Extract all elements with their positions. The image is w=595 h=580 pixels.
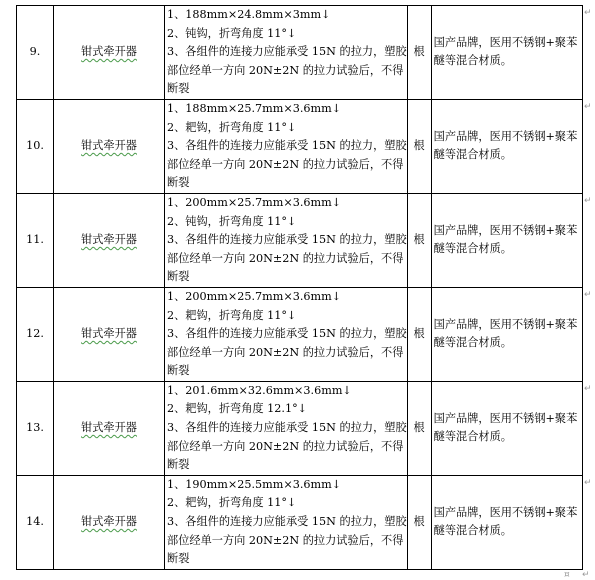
brand-material-text: 国产品牌，医用不锈钢+聚苯醚等混合材质。 xyxy=(433,411,578,444)
unit-label: 根 xyxy=(413,139,425,153)
unit-label: 根 xyxy=(413,45,425,59)
product-name-cell[interactable] xyxy=(54,6,165,100)
unit-cell[interactable] xyxy=(407,6,431,100)
cell-end-mark: ¤ xyxy=(564,570,570,580)
spec-line: 2、耙钩，折弯角度 11°↓ xyxy=(167,120,297,134)
spec-line: 1、190mm×25.5mm×3.6mm↓ xyxy=(167,477,342,491)
row-end-mark: ↵ xyxy=(584,478,592,488)
row-number-cell[interactable] xyxy=(17,381,54,475)
row-number-cell[interactable] xyxy=(17,6,54,100)
unit-cell[interactable] xyxy=(407,381,431,475)
product-name: 钳式牵开器 xyxy=(81,421,137,435)
product-name: 钳式牵开器 xyxy=(81,139,137,153)
unit-cell[interactable] xyxy=(407,99,431,193)
product-name-cell[interactable] xyxy=(54,475,165,569)
row-number-cell[interactable] xyxy=(17,99,54,193)
product-name-cell[interactable] xyxy=(54,193,165,287)
spec-line: 断裂 xyxy=(167,176,190,190)
spec-line: 3、各组件的连接力应能承受 15N 的拉力，塑胶 xyxy=(167,45,407,59)
product-name-cell[interactable] xyxy=(54,381,165,475)
brand-material-text: 国产品牌，医用不锈钢+聚苯醚等混合材质。 xyxy=(433,317,578,350)
spec-line: 部位经单一方向 20N±2N 的拉力试验后，不得 xyxy=(167,439,404,453)
brand-material-cell[interactable] xyxy=(431,6,582,100)
row-number: 14. xyxy=(26,515,44,529)
spec-line: 2、耙钩，折弯角度 12.1°↓ xyxy=(167,402,308,416)
spec-line: 1、188mm×24.8mm×3mm↓ xyxy=(167,8,331,21)
product-name: 钳式牵开器 xyxy=(81,233,137,247)
row-number: 13. xyxy=(26,421,44,435)
row-end-mark: ↵ xyxy=(584,384,592,394)
product-name-cell[interactable] xyxy=(54,287,165,381)
spec-line: 1、188mm×25.7mm×3.6mm↓ xyxy=(167,101,342,115)
brand-material-text: 国产品牌，医用不锈钢+聚苯醚等混合材质。 xyxy=(433,35,578,68)
spec-line: 1、201.6mm×32.6mm×3.6mm↓ xyxy=(167,383,352,397)
brand-material-cell[interactable] xyxy=(431,381,582,475)
spec-line: 断裂 xyxy=(167,552,190,566)
table-row xyxy=(17,287,583,381)
spec-line: 3、各组件的连接力应能承受 15N 的拉力，塑胶 xyxy=(167,233,407,247)
product-name: 钳式牵开器 xyxy=(81,45,137,59)
spec-line: 断裂 xyxy=(167,364,190,378)
spec-line: 1、200mm×25.7mm×3.6mm↓ xyxy=(167,195,342,209)
spec-line: 断裂 xyxy=(167,458,190,472)
specification-cell[interactable] xyxy=(165,193,408,287)
spec-line: 2、耙钩，折弯角度 11°↓ xyxy=(167,308,297,322)
row-end-mark: ↵ xyxy=(584,290,592,300)
table-body xyxy=(17,6,583,570)
table-row xyxy=(17,381,583,475)
row-number-cell[interactable] xyxy=(17,475,54,569)
spec-line: 3、各组件的连接力应能承受 15N 的拉力，塑胶 xyxy=(167,327,407,341)
specification-cell[interactable] xyxy=(165,287,408,381)
unit-label: 根 xyxy=(413,515,425,529)
unit-label: 根 xyxy=(413,327,425,341)
brand-material-text: 国产品牌，医用不锈钢+聚苯醚等混合材质。 xyxy=(433,505,578,538)
product-name: 钳式牵开器 xyxy=(81,515,137,529)
unit-cell[interactable] xyxy=(407,475,431,569)
spec-line: 1、200mm×25.7mm×3.6mm↓ xyxy=(167,289,342,303)
specification-cell[interactable] xyxy=(165,475,408,569)
unit-label: 根 xyxy=(413,233,425,247)
product-spec-table xyxy=(16,5,583,570)
product-name-cell[interactable] xyxy=(54,99,165,193)
spec-line: 2、钝钩，折弯角度 11°↓ xyxy=(167,214,297,228)
specification-cell[interactable] xyxy=(165,6,408,100)
row-number: 9. xyxy=(29,45,41,59)
unit-cell[interactable] xyxy=(407,193,431,287)
spec-line: 部位经单一方向 20N±2N 的拉力试验后，不得 xyxy=(167,157,404,171)
brand-material-cell[interactable] xyxy=(431,99,582,193)
row-number: 11. xyxy=(26,233,44,247)
table-row xyxy=(17,475,583,569)
spec-line: 2、钝钩，折弯角度 11°↓ xyxy=(167,26,297,40)
row-number-cell[interactable] xyxy=(17,287,54,381)
paragraph-mark: ↵ xyxy=(582,570,590,580)
spec-line: 3、各组件的连接力应能承受 15N 的拉力，塑胶 xyxy=(167,421,407,435)
brand-material-cell[interactable] xyxy=(431,287,582,381)
specification-cell[interactable] xyxy=(165,99,408,193)
spec-line: 3、各组件的连接力应能承受 15N 的拉力，塑胶 xyxy=(167,515,407,529)
row-number-cell[interactable] xyxy=(17,193,54,287)
spec-line: 部位经单一方向 20N±2N 的拉力试验后，不得 xyxy=(167,63,404,77)
spec-line: 部位经单一方向 20N±2N 的拉力试验后，不得 xyxy=(167,533,404,547)
spec-line: 2、耙钩，折弯角度 11°↓ xyxy=(167,496,297,510)
spec-line: 部位经单一方向 20N±2N 的拉力试验后，不得 xyxy=(167,251,404,265)
brand-material-cell[interactable] xyxy=(431,193,582,287)
spec-line: 断裂 xyxy=(167,270,190,284)
row-end-mark: ↵ xyxy=(584,196,592,206)
unit-label: 根 xyxy=(413,421,425,435)
brand-material-text: 国产品牌，医用不锈钢+聚苯醚等混合材质。 xyxy=(433,129,578,162)
table-row xyxy=(17,193,583,287)
product-name: 钳式牵开器 xyxy=(81,327,137,341)
spec-line: 断裂 xyxy=(167,82,190,96)
table-row xyxy=(17,6,583,100)
spec-line: 部位经单一方向 20N±2N 的拉力试验后，不得 xyxy=(167,345,404,359)
row-end-mark: ↵ xyxy=(584,102,592,112)
brand-material-cell[interactable] xyxy=(431,475,582,569)
row-number: 12. xyxy=(26,327,44,341)
unit-cell[interactable] xyxy=(407,287,431,381)
specification-cell[interactable] xyxy=(165,381,408,475)
row-number: 10. xyxy=(26,139,44,153)
row-end-mark: ↵ xyxy=(584,8,592,18)
table-row xyxy=(17,99,583,193)
spec-line: 3、各组件的连接力应能承受 15N 的拉力，塑胶 xyxy=(167,139,407,153)
brand-material-text: 国产品牌，医用不锈钢+聚苯醚等混合材质。 xyxy=(433,223,578,256)
